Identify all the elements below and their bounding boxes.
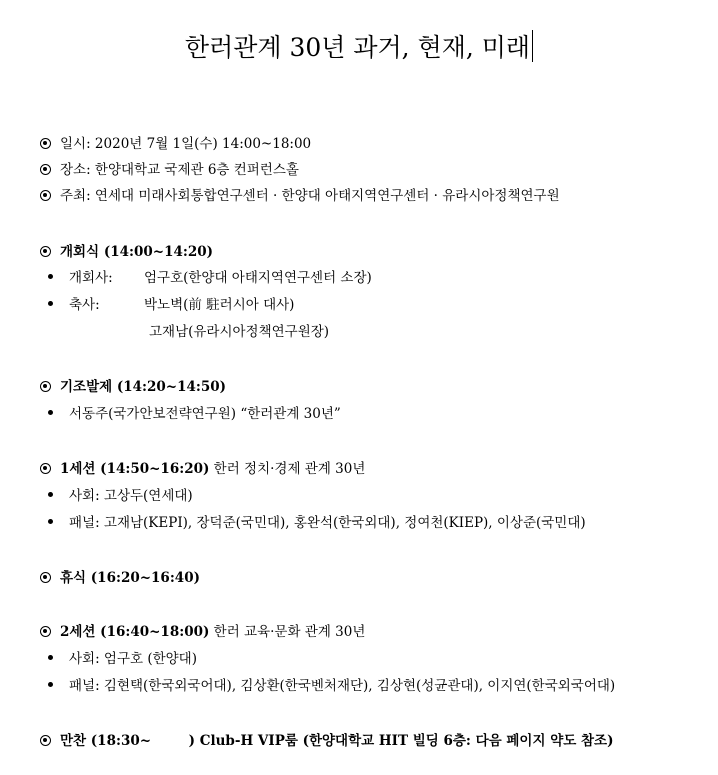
info-venue-text: 장소: 한양대학교 국제관 6층 컨퍼런스홀 <box>60 162 299 178</box>
bullet-dot-icon <box>48 274 53 279</box>
session2-panel-text: 패널: 김현택(한국외국어대), 김상환(한국벤처재단), 김상현(성균관대), 이지연(한국외국어대) <box>69 678 616 694</box>
bullet-dot-icon <box>48 301 53 306</box>
congrats-text-2: 고재남(유라시아정책연구원장) <box>149 324 330 340</box>
session2-moderator-text: 사회: 엄구호 (한양대) <box>69 651 197 667</box>
circle-bullet-icon <box>40 735 51 746</box>
session2-heading-rest: 한러 교육·문화 관계 30년 <box>209 624 366 640</box>
session2-panel <box>48 676 615 696</box>
session2-heading-bold: 2세션 (16:40~18:00) <box>60 624 210 640</box>
circle-bullet-icon <box>40 164 51 175</box>
session2-moderator <box>48 649 197 669</box>
session1-heading <box>40 459 365 479</box>
session1-panel <box>48 513 586 533</box>
keynote-speaker <box>48 404 341 424</box>
info-host <box>40 186 560 206</box>
session1-heading-bold: 1세션 (14:50~16:20) <box>60 461 210 477</box>
page-title <box>0 28 718 68</box>
keynote-heading-text: 기조발제 (14:20~14:50) <box>60 379 227 395</box>
info-date-text: 일시: 2020년 7월 1일(수) 14:00~18:00 <box>60 136 312 152</box>
opening-heading <box>40 242 213 262</box>
keynote-speaker-text: 서동주(국가안보전략연구원) “한러관계 30년” <box>69 406 341 422</box>
opening-congrats-2 <box>149 322 329 342</box>
session2-heading <box>40 622 365 642</box>
break-heading-text: 휴식 (16:20~16:40) <box>60 570 200 586</box>
circle-bullet-icon <box>40 190 51 201</box>
circle-bullet-icon <box>40 463 51 474</box>
congrats-label: 축사: <box>69 297 100 313</box>
bullet-dot-icon <box>48 519 53 524</box>
opening-opener <box>48 268 372 288</box>
session1-moderator-text: 사회: 고상두(연세대) <box>69 488 193 504</box>
circle-bullet-icon <box>40 572 51 583</box>
circle-bullet-icon <box>40 381 51 392</box>
info-date <box>40 134 311 154</box>
bullet-dot-icon <box>48 682 53 687</box>
session1-panel-text: 패널: 고재남(KEPI), 장덕준(국민대), 홍완석(한국외대), 정여천(KIEP), 이상준(국민대) <box>69 515 586 531</box>
keynote-heading <box>40 377 226 397</box>
text-cursor <box>532 30 533 62</box>
title-text: 한러관계 30년 과거, 현재, 미래 <box>184 33 531 62</box>
break-heading <box>40 568 200 588</box>
congrats-text-1: 박노벽(前 駐러시아 대사) <box>144 297 295 313</box>
bullet-dot-icon <box>48 410 53 415</box>
opening-congrats <box>48 295 294 315</box>
info-host-text: 주최: 연세대 미래사회통합연구센터 · 한양대 아태지역연구센터 · 유라시아정책연구원 <box>60 188 560 204</box>
circle-bullet-icon <box>40 246 51 257</box>
circle-bullet-icon <box>40 626 51 637</box>
opener-text: 엄구호(한양대 아태지역연구센터 소장) <box>144 270 372 286</box>
info-venue <box>40 160 299 180</box>
bullet-dot-icon <box>48 655 53 660</box>
circle-bullet-icon <box>40 138 51 149</box>
session1-heading-rest: 한러 정치·경제 관계 30년 <box>209 461 366 477</box>
dinner-heading <box>40 731 613 751</box>
session1-moderator <box>48 486 193 506</box>
bullet-dot-icon <box>48 492 53 497</box>
opener-label: 개회사: <box>69 270 113 286</box>
dinner-heading-text: 만찬 (18:30~ ) Club-H VIP룸 (한양대학교 HIT 빌딩 6층: 다음 페이지 약도 참조) <box>60 733 614 749</box>
opening-heading-text: 개회식 (14:00~14:20) <box>60 244 214 260</box>
